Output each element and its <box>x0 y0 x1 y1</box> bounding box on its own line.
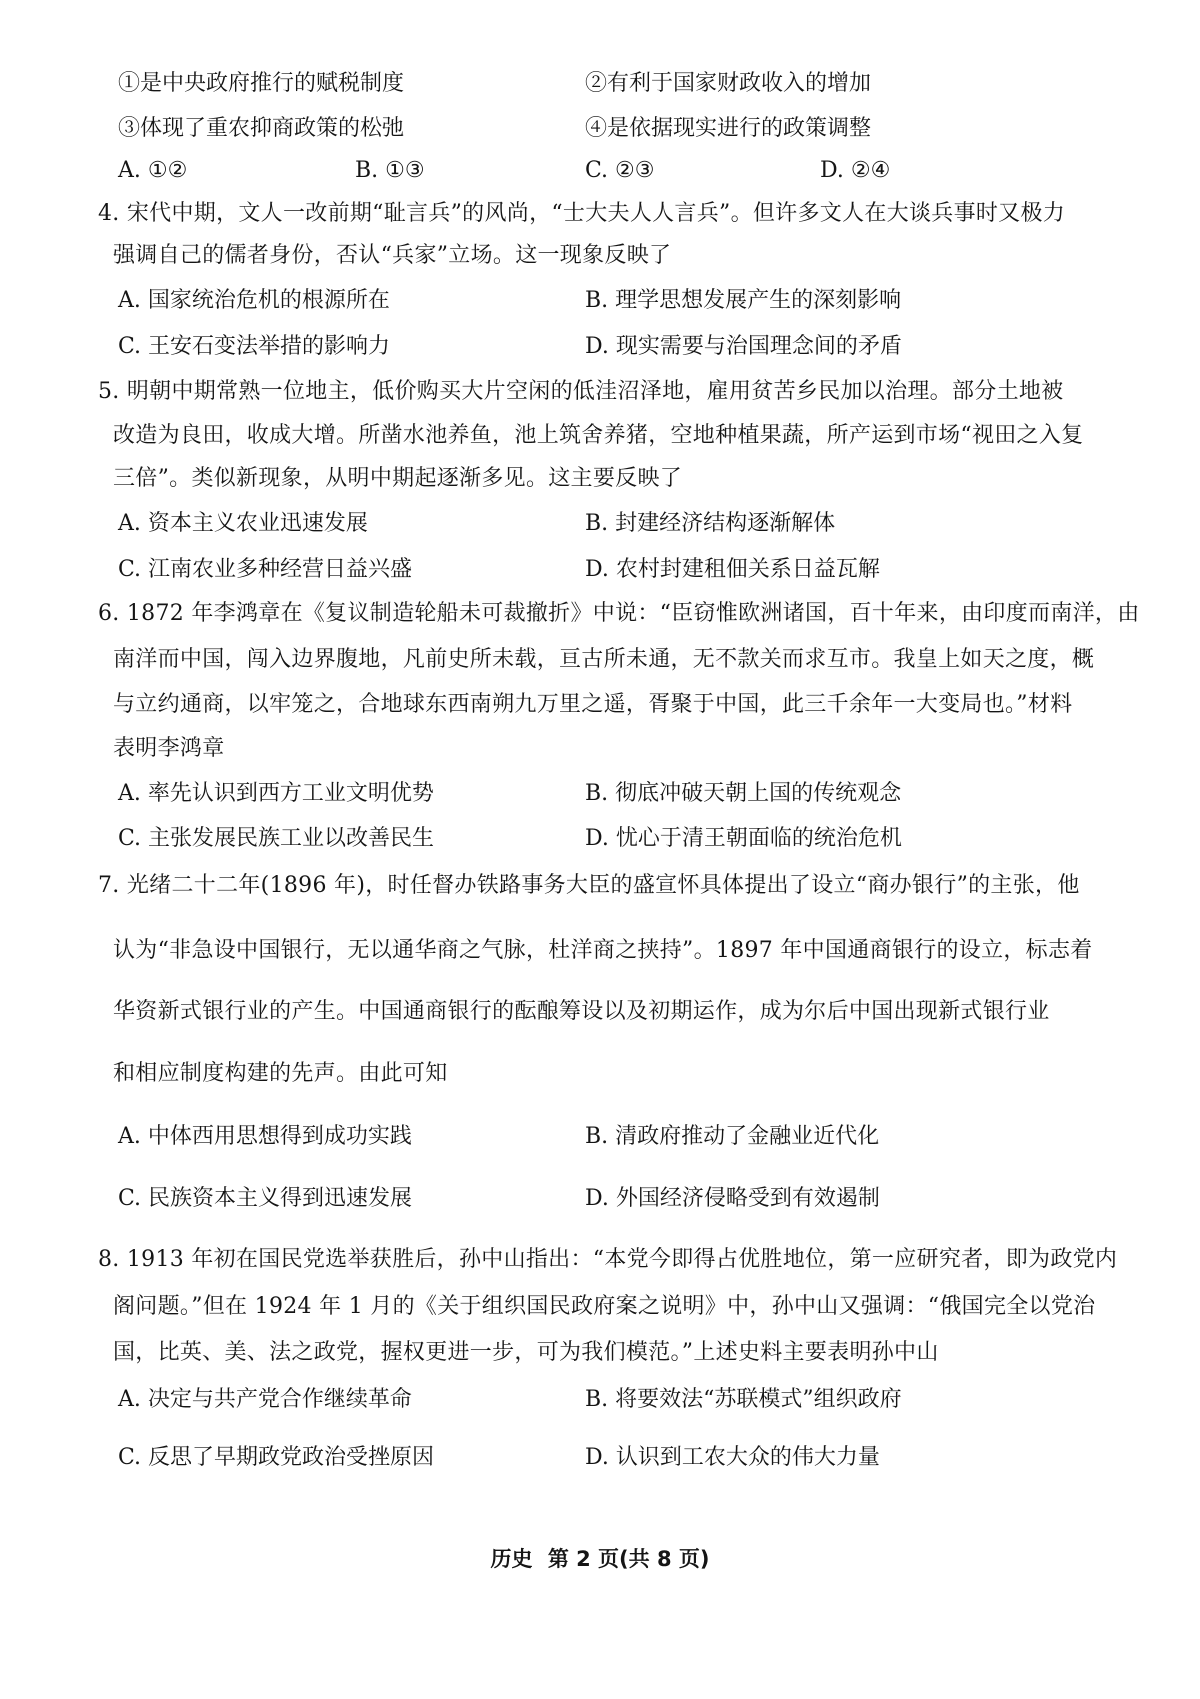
q4-option-b: B. 理学思想发展产生的深刻影响 <box>585 288 902 313</box>
q3-statement-3: ③体现了重农抑商政策的松弛 <box>118 116 405 141</box>
q5-stem-line-3: 三倍”。类似新现象，从明中期起逐渐多见。这主要反映了 <box>113 466 683 491</box>
q3-option-a: A. ①② <box>118 158 188 183</box>
q5-option-a: A. 资本主义农业迅速发展 <box>118 511 368 536</box>
q6-option-a: A. 率先认识到西方工业文明优势 <box>118 781 434 806</box>
q3-option-b: B. ①③ <box>355 158 425 183</box>
q7-stem-line-3: 华资新式银行业的产生。中国通商银行的酝酿筹设以及初期运作，成为尔后中国出现新式银行业 <box>113 999 1050 1024</box>
q7-option-c: C. 民族资本主义得到迅速发展 <box>118 1186 413 1211</box>
q4-option-c: C. 王安石变法举措的影响力 <box>118 334 391 359</box>
q4-stem-line-2: 强调自己的儒者身份，否认“兵家”立场。这一现象反映了 <box>113 243 672 268</box>
q4-option-d: D. 现实需要与治国理念间的矛盾 <box>585 334 902 359</box>
q6-option-b: B. 彻底冲破天朝上国的传统观念 <box>585 781 902 806</box>
q3-option-c: C. ②③ <box>585 158 655 183</box>
q6-option-d: D. 忧心于清王朝面临的统治危机 <box>585 826 902 851</box>
q8-option-c: C. 反思了早期政党政治受挫原因 <box>118 1445 435 1470</box>
q8-option-a: A. 决定与共产党合作继续革命 <box>118 1387 412 1412</box>
footer-subject: 历史 <box>490 1547 533 1571</box>
q3-statement-2: ②有利于国家财政收入的增加 <box>585 71 872 96</box>
q6-stem-line-2: 南洋而中国，闯入边界腹地，凡前史所未载，亘古所未通，无不款关而求互市。我皇上如天之度，概 <box>113 647 1095 672</box>
q8-stem-line-1: 8. 1913 年初在国民党选举获胜后，孙中山指出：“本党今即得占优胜地位，第一应研究者，即为政党内 <box>98 1247 1118 1272</box>
q4-stem-line-1: 4. 宋代中期，文人一改前期“耻言兵”的风尚，“士大夫人人言兵”。但许多文人在大谈兵事时又极力 <box>98 201 1066 226</box>
q6-stem-line-4: 表明李鸿章 <box>113 736 225 761</box>
q7-option-a: A. 中体西用思想得到成功实践 <box>118 1124 412 1149</box>
q3-statement-4: ④是依据现实进行的政策调整 <box>585 116 872 141</box>
q8-option-b: B. 将要效法“苏联模式”组织政府 <box>585 1387 902 1412</box>
q7-stem-line-2: 认为“非急设中国银行，无以通华商之气脉，杜洋商之挟持”。1897 年中国通商银行的设立，标志着 <box>113 938 1093 963</box>
q5-option-c: C. 江南农业多种经营日益兴盛 <box>118 557 413 582</box>
q8-stem-line-3: 国，比英、美、法之政党，握权更进一步，可为我们模范。”上述史料主要表明孙中山 <box>113 1340 939 1365</box>
q5-stem-line-1: 5. 明朝中期常熟一位地主，低价购买大片空闲的低洼沼泽地，雇用贫苦乡民加以治理。部分土地被 <box>98 379 1064 404</box>
q6-stem-line-3: 与立约通商，以牢笼之，合地球东西南朔九万里之遥，胥聚于中国，此三千余年一大变局也。”材料 <box>113 692 1073 717</box>
q7-option-b: B. 清政府推动了金融业近代化 <box>585 1124 880 1149</box>
q7-stem-line-1: 7. 光绪二十二年(1896 年)，时任督办铁路事务大臣的盛宣怀具体提出了设立“商办银行”的主张，他 <box>98 873 1080 898</box>
q6-option-c: C. 主张发展民族工业以改善民生 <box>118 826 435 851</box>
q7-stem-line-4: 和相应制度构建的先声。由此可知 <box>113 1061 448 1086</box>
q8-option-d: D. 认识到工农大众的伟大力量 <box>585 1445 880 1470</box>
q4-option-a: A. 国家统治危机的根源所在 <box>118 288 390 313</box>
q8-stem-line-2: 阁问题。”但在 1924 年 1 月的《关于组织国民政府案之说明》中，孙中山又强调：“俄国完全以党治 <box>113 1294 1096 1319</box>
q7-option-d: D. 外国经济侵略受到有效遏制 <box>585 1186 880 1211</box>
q3-option-d: D. ②④ <box>820 158 891 183</box>
q5-option-b: B. 封建经济结构逐渐解体 <box>585 511 836 536</box>
footer-page-number: 第 2 页(共 8 页) <box>547 1547 710 1571</box>
q6-stem-line-1: 6. 1872 年李鸿章在《复议制造轮船未可裁撤折》中说：“臣窃惟欧洲诸国，百十年来，由印度而南洋，由 <box>98 601 1140 626</box>
q5-option-d: D. 农村封建租佃关系日益瓦解 <box>585 557 880 582</box>
q5-stem-line-2: 改造为良田，收成大增。所凿水池养鱼，池上筑舍养猪，空地种植果蔬，所产运到市场“视田之入复 <box>113 423 1084 448</box>
page-footer <box>0 1543 1200 1573</box>
q3-statement-1: ①是中央政府推行的赋税制度 <box>118 71 405 96</box>
